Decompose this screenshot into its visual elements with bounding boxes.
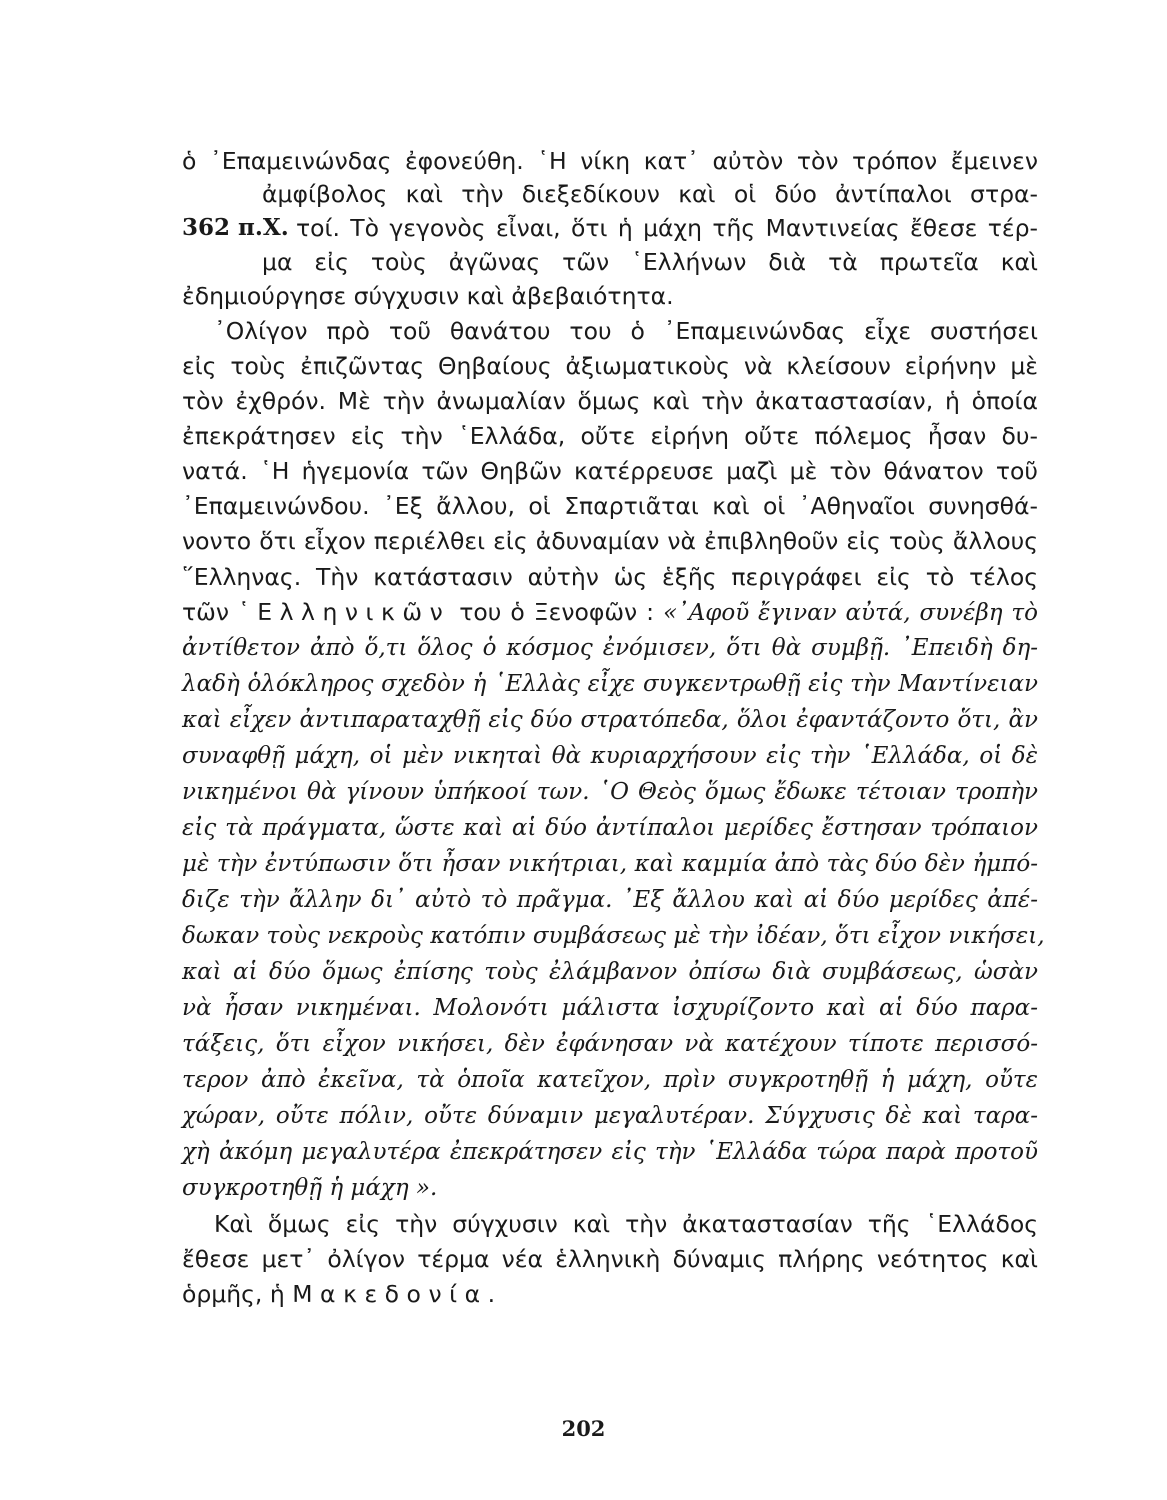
quote-line-6: εἰς τὰ πράγματα, ὥστε καὶ αἱ δύο ἀντίπαλοι μερίδες ἔστησαν τρόπαιον — [182, 815, 1038, 841]
quote-line-8: διζε τὴν ἄλλην δι᾿ αὐτὸ τὸ πρᾶγμα. ᾿Εξ ἄλλου καὶ αἱ δύο μερίδες ἀπέ- — [182, 887, 1038, 913]
quote-line-5: νικημένοι θὰ γίνουν ὑπήκοοί των. ῾Ο Θεὸς ὅμως ἔδωκε τέτοιαν τροπὴν — [182, 779, 1038, 805]
line14-quote: «᾿Αφοῦ ἔγιναν αὐτά, συνέβη τὸ — [663, 600, 1038, 626]
text-line-1: ὁ ᾿Επαμεινώνδας ἐφονεύθη. ῾Η νίκη κατ᾿ αὐτὸν τὸν τρόπον ἔμεινεν — [182, 147, 1038, 175]
quote-line-9: δωκαν τοὺς νεκροὺς κατόπιν συμβάσεως μὲ τὴν ἰδέαν, ὅτι εἶχον νικήσει, — [182, 923, 1045, 949]
page-number: 202 — [561, 1416, 606, 1441]
text-line-8: τὸν ἐχθρόν. Μὲ τὴν ἀνωμαλίαν ὅμως καὶ τὴν ἀκαταστασίαν, ἡ ὁποία — [182, 387, 1038, 415]
last-line-pre: ὁρμῆς, ἡ — [182, 1280, 285, 1308]
line14-mid: του ὁ Ξενοφῶν : — [459, 598, 655, 626]
quote-line-3: καὶ εἶχεν ἀντιπαραταχθῇ εἰς δύο στρατόπεδα, ὅλοι ἐφαντάζοντο ὅτι, ἂν — [182, 707, 1038, 733]
text-line-11: ᾿Επαμεινώνδου. ᾿Εξ ἄλλου, οἱ Σπαρτιᾶται καὶ οἱ ᾿Αθηναῖοι συνησθά- — [182, 492, 1038, 520]
text-line-12: νοντο ὅτι εἶχον περιέλθει εἰς ἀδυναμίαν νὰ ἐπιβληθοῦν εἰς τοὺς ἄλλους — [182, 527, 1038, 555]
text-line-14 — [182, 596, 1038, 628]
text-line-10: νατά. ῾Η ἡγεμονία τῶν Θηβῶν κατέρρευσε μαζὶ μὲ τὸν θάνατον τοῦ — [182, 457, 1038, 485]
quote-line-2: λαδὴ ὁλόκληρος σχεδὸν ἡ ῾Ελλὰς εἶχε συγκεντρωθῇ εἰς τὴν Μαντίνειαν — [182, 671, 1038, 697]
text-line-13: ῞Ελληνας. Τὴν κατάστασιν αὐτὴν ὡς ἑξῆς περιγράφει εἰς τὸ τέλος — [182, 563, 1038, 591]
quote-line-11: νὰ ἦσαν νικημέναι. Μολονότι μάλιστα ἰσχυρίζοντο καὶ αἱ δύο παρα- — [182, 995, 1038, 1021]
quote-line-1: ἀντίθετον ἀπὸ ὅ,τι ὅλος ὁ κόσμος ἐνόμισεν, ὅτι θὰ συμβῇ. ᾿Επειδὴ δη- — [182, 635, 1038, 661]
text-line-9: ἐπεκράτησεν εἰς τὴν ῾Ελλάδα, οὔτε εἰρήνη οὔτε πόλεμος ἦσαν δυ- — [182, 422, 1038, 450]
quote-line-16: συγκροτηθῇ ἡ μάχη ». — [182, 1175, 438, 1201]
line14-spaced-title: ῾Ελληνικῶν — [237, 598, 451, 626]
quote-line-13: τερον ἀπὸ ἐκεῖνα, τὰ ὁποῖα κατεῖχον, πρὶν συγκροτηθῇ ἡ μάχη, οὔτε — [182, 1067, 1038, 1093]
margin-date-note: 362 π.Χ. — [182, 214, 289, 241]
text-line-final-3 — [182, 1278, 1038, 1310]
text-line-6: ᾿Ολίγον πρὸ τοῦ θανάτου του ὁ ᾿Επαμεινώνδας εἶχε συστήσει — [214, 317, 1038, 345]
line14-pre: τῶν — [182, 598, 229, 626]
quote-line-14: χώραν, οὔτε πόλιν, οὔτε δύναμιν μεγαλυτέραν. Σύγχυσις δὲ καὶ ταρα- — [182, 1103, 1038, 1129]
quote-line-10: καὶ αἱ δύο ὅμως ἐπίσης τοὺς ἐλάμβανον ὀπίσω διὰ συμβάσεως, ὡσὰν — [182, 959, 1038, 985]
text-line-final-1: Καὶ ὅμως εἰς τὴν σύγχυσιν καὶ τὴν ἀκαταστασίαν τῆς ῾Ελλάδος — [214, 1210, 1038, 1238]
quote-line-7: μὲ τὴν ἐντύπωσιν ὅτι ἦσαν νικήτριαι, καὶ καμμία ἀπὸ τὰς δύο δὲν ἠμπό- — [182, 851, 1038, 877]
text-line-4: μα εἰς τοὺς ἀγῶνας τῶν ῾Ελλήνων διὰ τὰ πρωτεῖα καὶ — [262, 248, 1038, 276]
text-line-3: τοί. Τὸ γεγονὸς εἶναι, ὅτι ἡ μάχη τῆς Μαντινείας ἔθεσε τέρ- — [296, 214, 1038, 242]
text-line-5: ἐδημιούργησε σύγχυσιν καὶ ἀβεβαιότητα. — [182, 282, 674, 310]
text-line-2: ἀμφίβολος καὶ τὴν διεξεδίκουν καὶ οἱ δύο ἀντίπαλοι στρα- — [262, 180, 1038, 208]
text-line-final-2: ἔθεσε μετ᾿ ὀλίγον τέρμα νέα ἑλληνικὴ δύναμις πλήρης νεότητος καὶ — [182, 1245, 1038, 1273]
last-line-spaced: Μακεδονία. — [292, 1280, 503, 1308]
text-line-7: εἰς τοὺς ἐπιζῶντας Θηβαίους ἀξιωματικοὺς νὰ κλείσουν εἰρήνην μὲ — [182, 352, 1038, 380]
quote-line-12: τάξεις, ὅτι εἶχον νικήσει, δὲν ἐφάνησαν νὰ κατέχουν τίποτε περισσό- — [182, 1031, 1038, 1057]
quote-line-4: συναφθῇ μάχη, οἱ μὲν νικηταὶ θὰ κυριαρχήσουν εἰς τὴν ῾Ελλάδα, οἱ δὲ — [182, 743, 1038, 769]
quote-line-15: χὴ ἀκόμη μεγαλυτέρα ἐπεκράτησεν εἰς τὴν ῾Ελλάδα τώρα παρὰ προτοῦ — [182, 1139, 1038, 1165]
